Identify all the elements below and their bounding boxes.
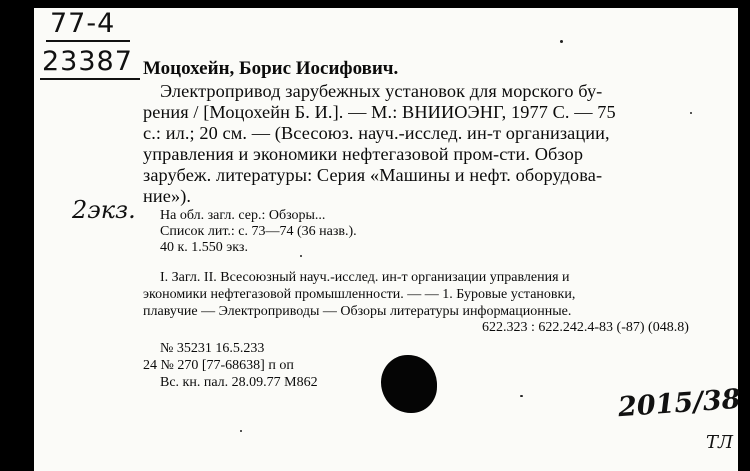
ink-blot [381,355,437,413]
author-heading: Моцохейн, Борис Иосифович. [143,58,399,79]
scan-speck [240,430,242,432]
note-line: Список лит.: с. 73—74 (36 назв.). [160,224,357,239]
inventory-underline [40,78,140,80]
handwritten-copies-note: 2экз. [72,196,136,224]
description-line: ние»). [143,186,192,206]
registry-line: Вс. кн. пал. 28.09.77 М862 [160,375,318,390]
corner-mark: ТЛ [706,432,734,453]
tracing-line: I. Загл. II. Всесоюзный науч.-исслед. ин-т организации управления и [160,270,570,285]
scan-speck [520,395,523,397]
registry-line: № 35231 16.5.233 [160,341,265,356]
scan-speck [690,112,692,114]
scan-speck [300,255,302,257]
shelf-mark: 77-4 [50,8,116,39]
inventory-number: 23387 [42,46,133,77]
scan-border-left [0,0,34,471]
note-line: 40 к. 1.550 экз. [160,240,248,255]
registry-line: 24 № 270 [77-68638] п оп [143,358,294,373]
scan-speck [560,40,563,43]
description-line: с.: ил.; 20 см. — (Всесоюз. науч.-исслед. ин-т организации, [143,123,610,143]
scan-border-top [0,0,750,8]
tracing-line: экономики нефтегазовой промышленности. — — 1. Буровые установки, [143,287,576,302]
shelf-mark-underline [46,40,130,42]
note-line: На обл. загл. сер.: Обзоры... [160,208,326,223]
tracing-line: плавучие — Электроприводы — Обзоры литературы информационные. [143,304,572,319]
description-line: зарубеж. литературы: Серия «Машины и нефт. оборудова- [143,165,603,185]
handwritten-signature: 2015/38 [617,383,742,424]
description-line: управления и экономики нефтегазовой пром-сти. Обзор [143,144,584,164]
description-line: рения / [Моцохейн Б. И.]. — М.: ВНИИОЭНГ, 1977 С. — 75 [143,102,616,122]
description-line: Электропривод зарубежных установок для морского бу- [160,81,603,101]
classification-index: 622.323 : 622.242.4-83 (-87) (048.8) [482,320,689,335]
